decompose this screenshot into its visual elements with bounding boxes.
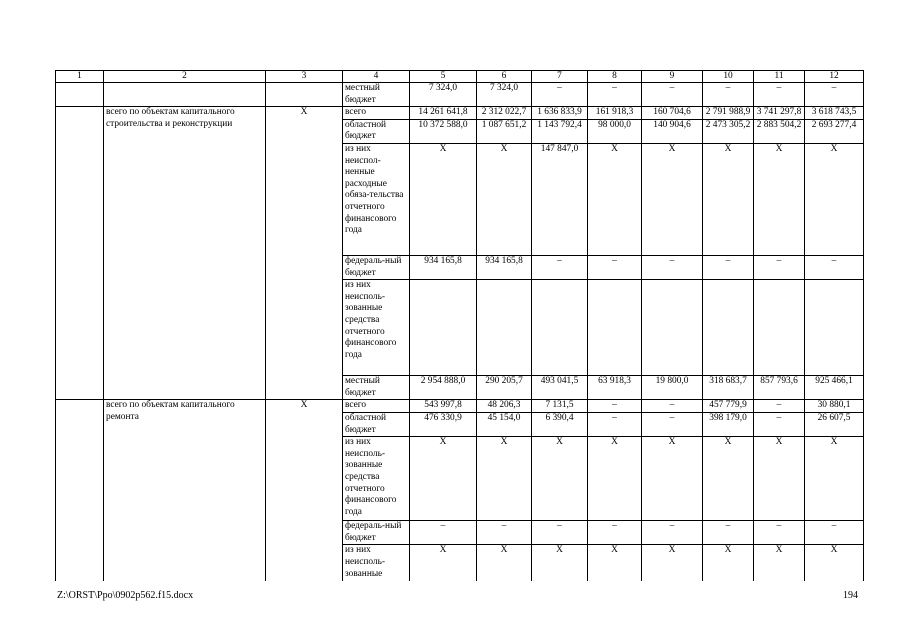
value-cell: 161 918,3 <box>588 107 642 120</box>
value-cell: – <box>805 521 864 545</box>
value-cell <box>410 280 477 376</box>
value-cell: X <box>805 545 864 581</box>
header-cell: 5 <box>410 71 477 83</box>
value-cell: – <box>642 400 703 413</box>
value-cell: X <box>754 437 805 521</box>
value-cell <box>805 280 864 376</box>
value-cell: 2 954 888,0 <box>410 376 477 400</box>
value-cell: X <box>588 437 642 521</box>
budget-source-cell: всего <box>343 400 410 413</box>
value-cell: 7 324,0 <box>477 83 532 107</box>
budget-source-cell: всего <box>343 107 410 120</box>
value-cell: – <box>754 83 805 107</box>
value-cell <box>754 280 805 376</box>
value-cell: – <box>754 400 805 413</box>
header-cell: 12 <box>805 71 864 83</box>
value-cell: 45 154,0 <box>477 412 532 436</box>
value-cell: 1 143 792,4 <box>532 119 588 143</box>
value-cell: – <box>805 255 864 279</box>
value-cell: X <box>642 143 703 255</box>
section-mark-cell: X <box>266 400 343 581</box>
value-cell: – <box>410 521 477 545</box>
value-cell: – <box>642 412 703 436</box>
value-cell: X <box>703 437 754 521</box>
value-cell: X <box>703 143 754 255</box>
header-cell: 4 <box>343 71 410 83</box>
empty-cell <box>56 400 104 581</box>
value-cell: 493 041,5 <box>532 376 588 400</box>
budget-source-cell: из них неиспол-ненные расходные обяза-тельства отчетного финансового года <box>343 143 410 255</box>
header-cell: 11 <box>754 71 805 83</box>
header-cell: 9 <box>642 71 703 83</box>
value-cell: 6 390,4 <box>532 412 588 436</box>
header-cell: 10 <box>703 71 754 83</box>
value-cell: 1 087 651,2 <box>477 119 532 143</box>
budget-source-cell: из них неисполь-зованные средства отчетного финансового года <box>343 437 410 521</box>
budget-table <box>55 70 864 581</box>
budget-source-cell: из них неисполь-зованные <box>343 545 410 581</box>
value-cell <box>642 280 703 376</box>
value-cell: 2 791 988,9 <box>703 107 754 120</box>
value-cell: 934 165,8 <box>477 255 532 279</box>
budget-source-cell: местный бюджет <box>343 83 410 107</box>
table-row <box>56 83 864 107</box>
value-cell: 160 704,6 <box>642 107 703 120</box>
value-cell: 3 618 743,5 <box>805 107 864 120</box>
value-cell: X <box>532 545 588 581</box>
value-cell: – <box>477 521 532 545</box>
value-cell: X <box>805 143 864 255</box>
header-cell: 1 <box>56 71 104 83</box>
value-cell: 476 330,9 <box>410 412 477 436</box>
value-cell: 2 883 504,2 <box>754 119 805 143</box>
header-cell: 2 <box>104 71 266 83</box>
empty-cell <box>266 83 343 107</box>
value-cell: 857 793,6 <box>754 376 805 400</box>
value-cell: 19 800,0 <box>642 376 703 400</box>
value-cell: 2 693 277,4 <box>805 119 864 143</box>
value-cell: X <box>477 437 532 521</box>
value-cell: – <box>703 255 754 279</box>
value-cell: 2 312 022,7 <box>477 107 532 120</box>
budget-source-cell: федераль-ный бюджет <box>343 521 410 545</box>
value-cell: X <box>805 437 864 521</box>
value-cell: – <box>588 400 642 413</box>
budget-source-cell: местный бюджет <box>343 376 410 400</box>
value-cell: 2 473 305,2 <box>703 119 754 143</box>
value-cell: – <box>754 521 805 545</box>
header-cell: 3 <box>266 71 343 83</box>
header-cell: 6 <box>477 71 532 83</box>
value-cell: – <box>588 255 642 279</box>
value-cell: 147 847,0 <box>532 143 588 255</box>
file-path-footer: Z:\ORST\Ppo\0902p562.f15.docx <box>57 590 194 601</box>
column-number-header <box>56 71 864 83</box>
value-cell: 26 607,5 <box>805 412 864 436</box>
value-cell: 1 636 833,9 <box>532 107 588 120</box>
value-cell: – <box>588 521 642 545</box>
budget-source-cell: из них неисполь-зованные средства отчетного финансового года <box>343 280 410 376</box>
budget-source-cell: федераль-ный бюджет <box>343 255 410 279</box>
value-cell: X <box>754 545 805 581</box>
empty-cell <box>104 83 266 107</box>
value-cell: 934 165,8 <box>410 255 477 279</box>
value-cell: 48 206,3 <box>477 400 532 413</box>
value-cell: X <box>642 437 703 521</box>
value-cell: 63 918,3 <box>588 376 642 400</box>
value-cell: – <box>642 521 703 545</box>
value-cell: 543 997,8 <box>410 400 477 413</box>
value-cell: – <box>532 83 588 107</box>
empty-cell <box>56 83 104 107</box>
table-row <box>56 107 864 120</box>
value-cell: X <box>410 143 477 255</box>
value-cell <box>477 280 532 376</box>
value-cell: 30 880,1 <box>805 400 864 413</box>
value-cell <box>588 280 642 376</box>
budget-source-cell: областной бюджет <box>343 119 410 143</box>
header-cell: 8 <box>588 71 642 83</box>
value-cell: 398 179,0 <box>703 412 754 436</box>
value-cell <box>703 280 754 376</box>
section-name-cell: всего по объектам капитального ремонта <box>104 400 266 581</box>
value-cell: X <box>754 143 805 255</box>
value-cell: 925 466,1 <box>805 376 864 400</box>
value-cell: X <box>410 437 477 521</box>
value-cell: X <box>588 545 642 581</box>
value-cell: 290 205,7 <box>477 376 532 400</box>
value-cell: 14 261 641,8 <box>410 107 477 120</box>
value-cell: X <box>477 545 532 581</box>
value-cell: X <box>410 545 477 581</box>
value-cell: – <box>754 412 805 436</box>
value-cell: – <box>703 83 754 107</box>
value-cell: – <box>588 83 642 107</box>
value-cell: – <box>532 521 588 545</box>
header-cell: 7 <box>532 71 588 83</box>
section-mark-cell: X <box>266 107 343 400</box>
budget-source-cell: областной бюджет <box>343 412 410 436</box>
value-cell: – <box>703 521 754 545</box>
value-cell: 140 904,6 <box>642 119 703 143</box>
value-cell: 7 131,5 <box>532 400 588 413</box>
page-number: 194 <box>843 590 858 601</box>
value-cell: X <box>703 545 754 581</box>
value-cell: 457 779,9 <box>703 400 754 413</box>
value-cell: 98 000,0 <box>588 119 642 143</box>
value-cell <box>532 280 588 376</box>
value-cell: X <box>588 143 642 255</box>
value-cell: X <box>532 437 588 521</box>
table-row <box>56 400 864 413</box>
value-cell: 10 372 588,0 <box>410 119 477 143</box>
value-cell: – <box>532 255 588 279</box>
value-cell: 3 741 297,8 <box>754 107 805 120</box>
value-cell: – <box>642 83 703 107</box>
value-cell: X <box>477 143 532 255</box>
value-cell: – <box>805 83 864 107</box>
value-cell: 318 683,7 <box>703 376 754 400</box>
value-cell: X <box>642 545 703 581</box>
value-cell: 7 324,0 <box>410 83 477 107</box>
value-cell: – <box>588 412 642 436</box>
section-name-cell: всего по объектам капитального строительства и реконструкции <box>104 107 266 400</box>
value-cell: – <box>642 255 703 279</box>
empty-cell <box>56 107 104 400</box>
value-cell: – <box>754 255 805 279</box>
